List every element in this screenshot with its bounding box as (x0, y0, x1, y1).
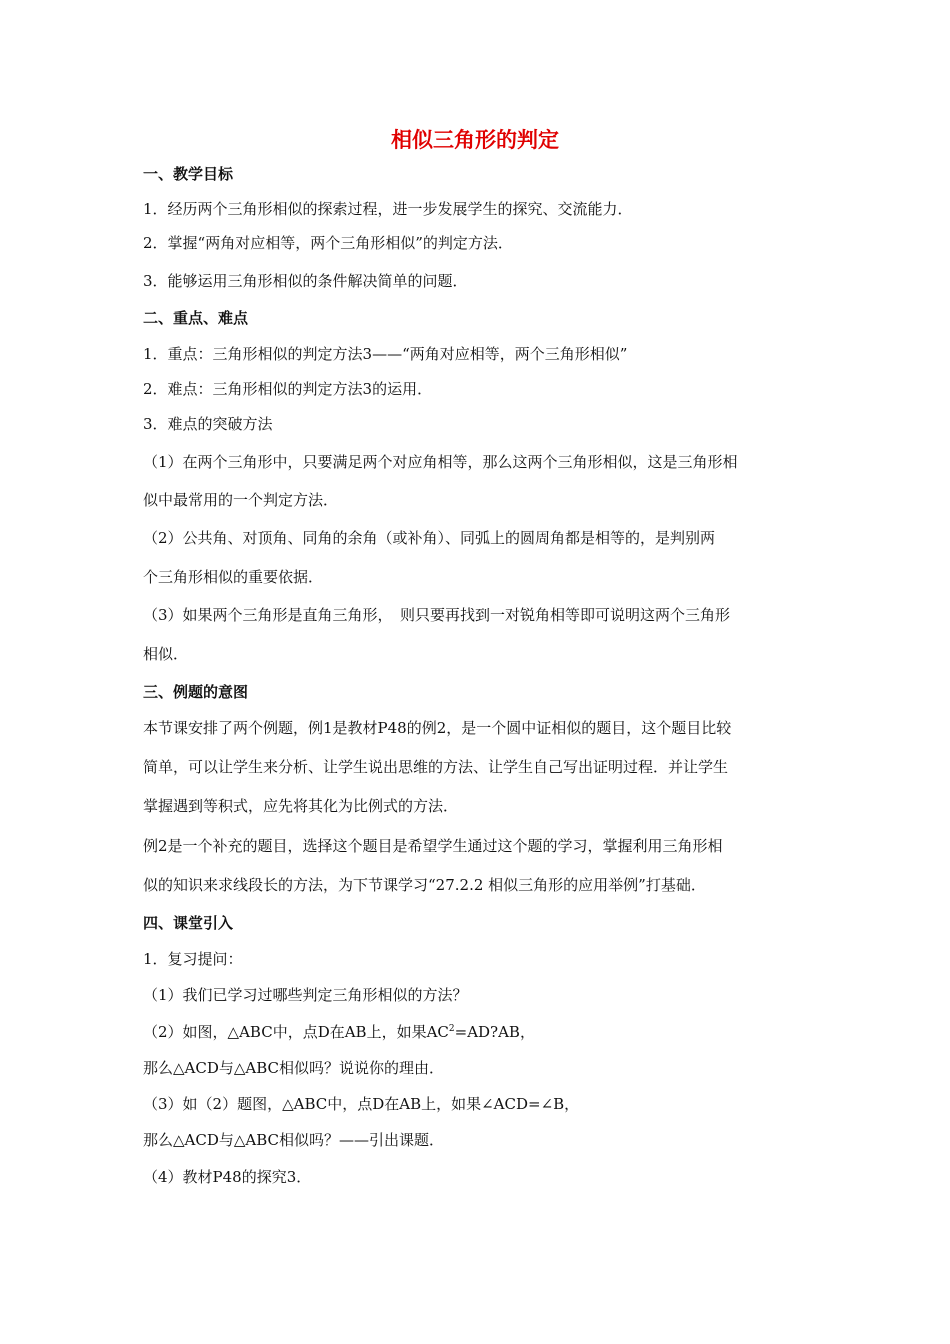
intro-line: 1．复习提问： (143, 950, 243, 968)
key-point-line: 3．难点的突破方法 (143, 415, 273, 433)
intro-line: （1）我们已学习过哪些判定三角形相似的方法？ (143, 986, 468, 1004)
key-point-line: （3）如果两个三角形是直角三角形， 则只要再找到一对锐角相等即可说明这两个三角形 (143, 606, 731, 624)
section-heading-introduction: 四、课堂引入 (143, 914, 234, 932)
key-point-line: 2．难点：三角形相似的判定方法3的运用． (143, 380, 433, 398)
document-title: 相似三角形的判定 (391, 128, 559, 152)
intro-line: 那么△ACD与△ABC相似吗？说说你的理由． (143, 1059, 445, 1077)
intro-line: （4）教材P48的探究3． (143, 1168, 312, 1186)
section-heading-objectives: 一、教学目标 (143, 165, 234, 183)
key-point-line: （2）公共角、对顶角、同角的余角（或补角）、同弧上的圆周角都是相等的，是判别两 (143, 529, 716, 547)
objective-line: 2．掌握“两角对应相等，两个三角形相似”的判定方法． (143, 234, 513, 252)
key-point-line: 相似． (143, 645, 189, 663)
key-point-line: 1．重点：三角形相似的判定方法3——“两角对应相等，两个三角形相似” (143, 345, 628, 363)
example-intent-line: 例2是一个补充的题目，选择这个题目是希望学生通过这个题的学习，掌握利用三角形相 (143, 837, 723, 855)
key-point-line: 似中最常用的一个判定方法． (143, 491, 339, 509)
example-intent-line: 本节课安排了两个例题，例1是教材P48的例2，是一个圆中证相似的题目，这个题目比较 (143, 719, 732, 737)
section-heading-key-points: 二、重点、难点 (143, 309, 249, 327)
superscript: 2 (448, 1024, 455, 1034)
intro-line: （3）如（2）题图，△ABC中，点D在AB上，如果∠ACD=∠B， (143, 1095, 580, 1113)
objective-line: 1．经历两个三角形相似的探索过程，进一步发展学生的探究、交流能力． (143, 200, 633, 218)
key-point-line: 个三角形相似的重要依据． (143, 568, 324, 586)
intro-q2-tail: =AD?AB， (454, 1023, 535, 1041)
intro-line (143, 1021, 535, 1043)
intro-q2-text: （2）如图，△ABC中，点D在AB上，如果AC (143, 1023, 449, 1041)
example-intent-line: 掌握遇到等积式，应先将其化为比例式的方法． (143, 797, 459, 815)
section-heading-examples: 三、例题的意图 (143, 683, 249, 701)
example-intent-line: 简单，可以让学生来分析、让学生说出思维的方法、让学生自己写出证明过程．并让学生 (143, 758, 729, 776)
objective-line: 3．能够运用三角形相似的条件解决简单的问题． (143, 272, 468, 290)
intro-line: 那么△ACD与△ABC相似吗？——引出课题． (143, 1131, 445, 1149)
example-intent-line: 似的知识来求线段长的方法，为下节课学习“27.2.2 相似三角形的应用举例”打基础． (143, 876, 706, 894)
key-point-line: （1）在两个三角形中，只要满足两个对应角相等，那么这两个三角形相似，这是三角形相 (143, 453, 738, 471)
